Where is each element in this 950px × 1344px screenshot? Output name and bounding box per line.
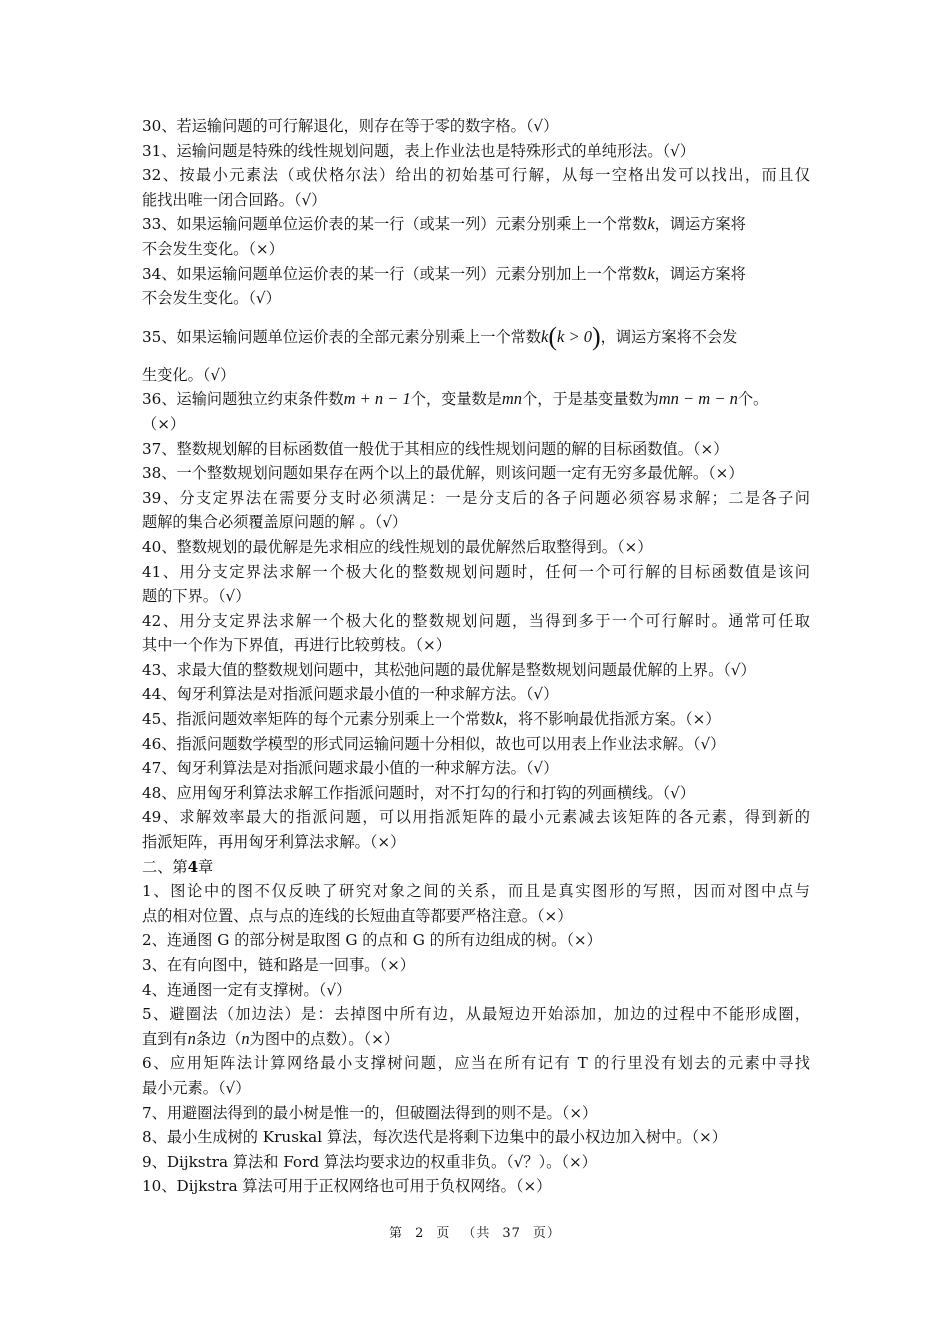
text-line: 点的相对位置、点与点的连线的长短曲直等都要严格注意。（×） (142, 906, 573, 925)
footer-part: 页） (532, 1226, 561, 1241)
page-body (142, 114, 810, 1199)
text-line: 44、匈牙利算法是对指派问题求最小值的一种求解方法。（√） (142, 685, 559, 704)
text-line: 8、最小生成树的 Kruskal 算法，每次迭代是将剩下边集中的最小权边加入树中。（×） (142, 1128, 727, 1147)
text-line: 47、匈牙利算法是对指派问题求最小值的一种求解方法。（√） (142, 759, 559, 778)
text-line: 指派矩阵，再用匈牙利算法求解。（×） (142, 833, 406, 852)
page-number: 2 (415, 1226, 425, 1241)
heading-text: 章 (198, 857, 214, 876)
footer-part: 页 (436, 1226, 451, 1241)
section-heading (142, 855, 810, 880)
text-line: 9、Dijkstra 算法和 Ford 算法均要求边的权重非负。（√？）。（×） (142, 1152, 597, 1171)
text-line: 其中一个作为下界值，再进行比较剪枝。（×） (142, 636, 451, 655)
text-line: 40、整数规划的最优解是先求相应的线性规划的最优解然后取整得到。（×） (142, 537, 653, 556)
text-fragment: ，将不影响最优指派方案。（×） (502, 710, 721, 729)
text-fragment: 45、指派问题效率矩阵的每个元素分别乘上一个常数 (142, 710, 496, 729)
text-line: 41、用分支定界法求解一个极大化的整数规划问题时，任何一个可行解的目标函数值是该问 (142, 562, 810, 581)
text-line: 32、按最小元素法（或伏格尔法）给出的初始基可行解，从每一空格出发可以找出，而且仅 (142, 166, 810, 185)
text-line: 39、分支定界法在需要分支时必须满足：一是分支后的各子问题必须容易求解；二是各子问 (142, 488, 810, 507)
text-fragment: 直到有 (142, 1029, 188, 1048)
text-line: 生变化。（√） (142, 365, 236, 384)
math-expression: k > 0 (557, 326, 592, 346)
text-line: 46、指派问题数学模型的形式同运输问题十分相似，故也可以用表上作业法求解。（√） (142, 734, 726, 753)
text-line (142, 212, 810, 237)
text-fragment: ，调运方案将 (654, 264, 746, 283)
text-fragment: 个。 (737, 390, 769, 409)
text-line: 7、用避圈法得到的最小树是惟一的，但破圈法得到的则不是。（×） (142, 1103, 598, 1122)
text-line (142, 707, 810, 732)
chapter-number: 4 (187, 857, 199, 876)
math-expression: m + n − 1 (343, 389, 411, 409)
text-line: 38、一个整数规划问题如果存在两个以上的最优解，则该问题一定有无穷多最优解。（×） (142, 464, 744, 483)
footer-part: （共 (462, 1226, 491, 1241)
text-fragment: 34、如果运输问题单位运价表的某一行（或某一列）元素分别加上一个常数 (142, 264, 648, 283)
text-line: 能找出唯一闭合回路。（√） (142, 190, 327, 209)
text-line: 题的下界。（√） (142, 587, 251, 606)
text-line: 48、应用匈牙利算法求解工作指派问题时，对不打勾的行和打钩的列画横线。（√） (142, 783, 695, 802)
math-variable: k (541, 326, 549, 346)
text-line: 30、若运输问题的可行解退化，则存在等于零的数字格。（√） (142, 117, 559, 135)
text-fragment: 为图中的点数）。（×） (249, 1029, 400, 1048)
text-line: 10、Dijkstra 算法可用于正权网络也可用于负权网络。（×） (142, 1177, 552, 1196)
text-fragment: ，调运方案将不会发 (600, 327, 738, 346)
text-line (142, 262, 810, 287)
math-variable: n (241, 1028, 250, 1048)
text-fragment: 个，变量数是 (410, 390, 502, 409)
text-line: 1、图论中的图不仅反映了研究对象之间的关系，而且是真实图形的写照，因而对图中点与 (142, 882, 810, 901)
text-line: 37、整数规划解的目标函数值一般优于其相应的线性规划问题的解的目标函数值。（×） (142, 439, 729, 458)
math-variable: k (495, 709, 503, 729)
text-fragment: 35、如果运输问题单位运价表的全部元素分别乘上一个常数 (142, 327, 542, 346)
text-fragment: ，调运方案将 (654, 215, 746, 234)
text-line: 不会发生变化。（√） (142, 289, 281, 308)
text-line: 2、连通图 G 的部分树是取图 G 的点和 G 的所有边组成的树。（×） (142, 931, 602, 950)
math-paren: ( (548, 321, 558, 351)
text-line (142, 311, 810, 363)
math-variable: k (647, 263, 655, 283)
text-fragment: 33、如果运输问题单位运价表的某一行（或某一列）元素分别乘上一个常数 (142, 215, 648, 234)
footer-part: 第 (389, 1226, 404, 1241)
text-line: 49、求解效率最大的指派问题，可以用指派矩阵的最小元素减去该矩阵的各元素，得到新的 (142, 808, 810, 827)
math-expression: mn − m − n (658, 389, 738, 409)
page-footer (0, 1222, 950, 1241)
heading-text: 二、第 (142, 857, 188, 876)
text-line: （×） (142, 414, 186, 433)
text-line: 42、用分支定界法求解一个极大化的整数规划问题，当得到多于一个可行解时。通常可任取 (142, 611, 810, 630)
text-line: 4、连通图一定有支撑树。（√） (142, 980, 352, 999)
text-line: 43、求最大值的整数规划问题中，其松弛问题的最优解是整数规划问题最优解的上界。（√） (142, 660, 756, 679)
text-line: 31、运输问题是特殊的线性规划问题，表上作业法也是特殊形式的单纯形法。（√） (142, 141, 695, 160)
text-line: 不会发生变化。（×） (142, 239, 284, 258)
math-paren: ) (591, 321, 601, 351)
math-expression: mn (501, 389, 523, 409)
total-pages: 37 (502, 1226, 521, 1241)
text-line (142, 387, 810, 412)
text-line: 最小元素。（√） (142, 1078, 251, 1097)
text-line: 题解的集合必须覆盖原问题的解 。（√） (142, 513, 408, 532)
math-variable: k (647, 214, 655, 234)
text-fragment: 个，于是基变量数为 (522, 390, 659, 409)
text-line: 6、应用矩阵法计算网络最小支撑树问题，应当在所有记有 T 的行里没有划去的元素中寻找 (142, 1054, 810, 1073)
text-line (142, 1027, 810, 1052)
text-line: 3、在有向图中，链和路是一回事。（×） (142, 956, 415, 974)
text-fragment: 36、运输问题独立约束条件数 (142, 390, 344, 409)
text-line: 5、避圈法（加边法）是：去掉图中所有边，从最短边开始添加，加边的过程中不能形成圈， (142, 1005, 810, 1024)
text-fragment: 条边（ (195, 1029, 242, 1048)
math-variable: n (187, 1028, 196, 1048)
